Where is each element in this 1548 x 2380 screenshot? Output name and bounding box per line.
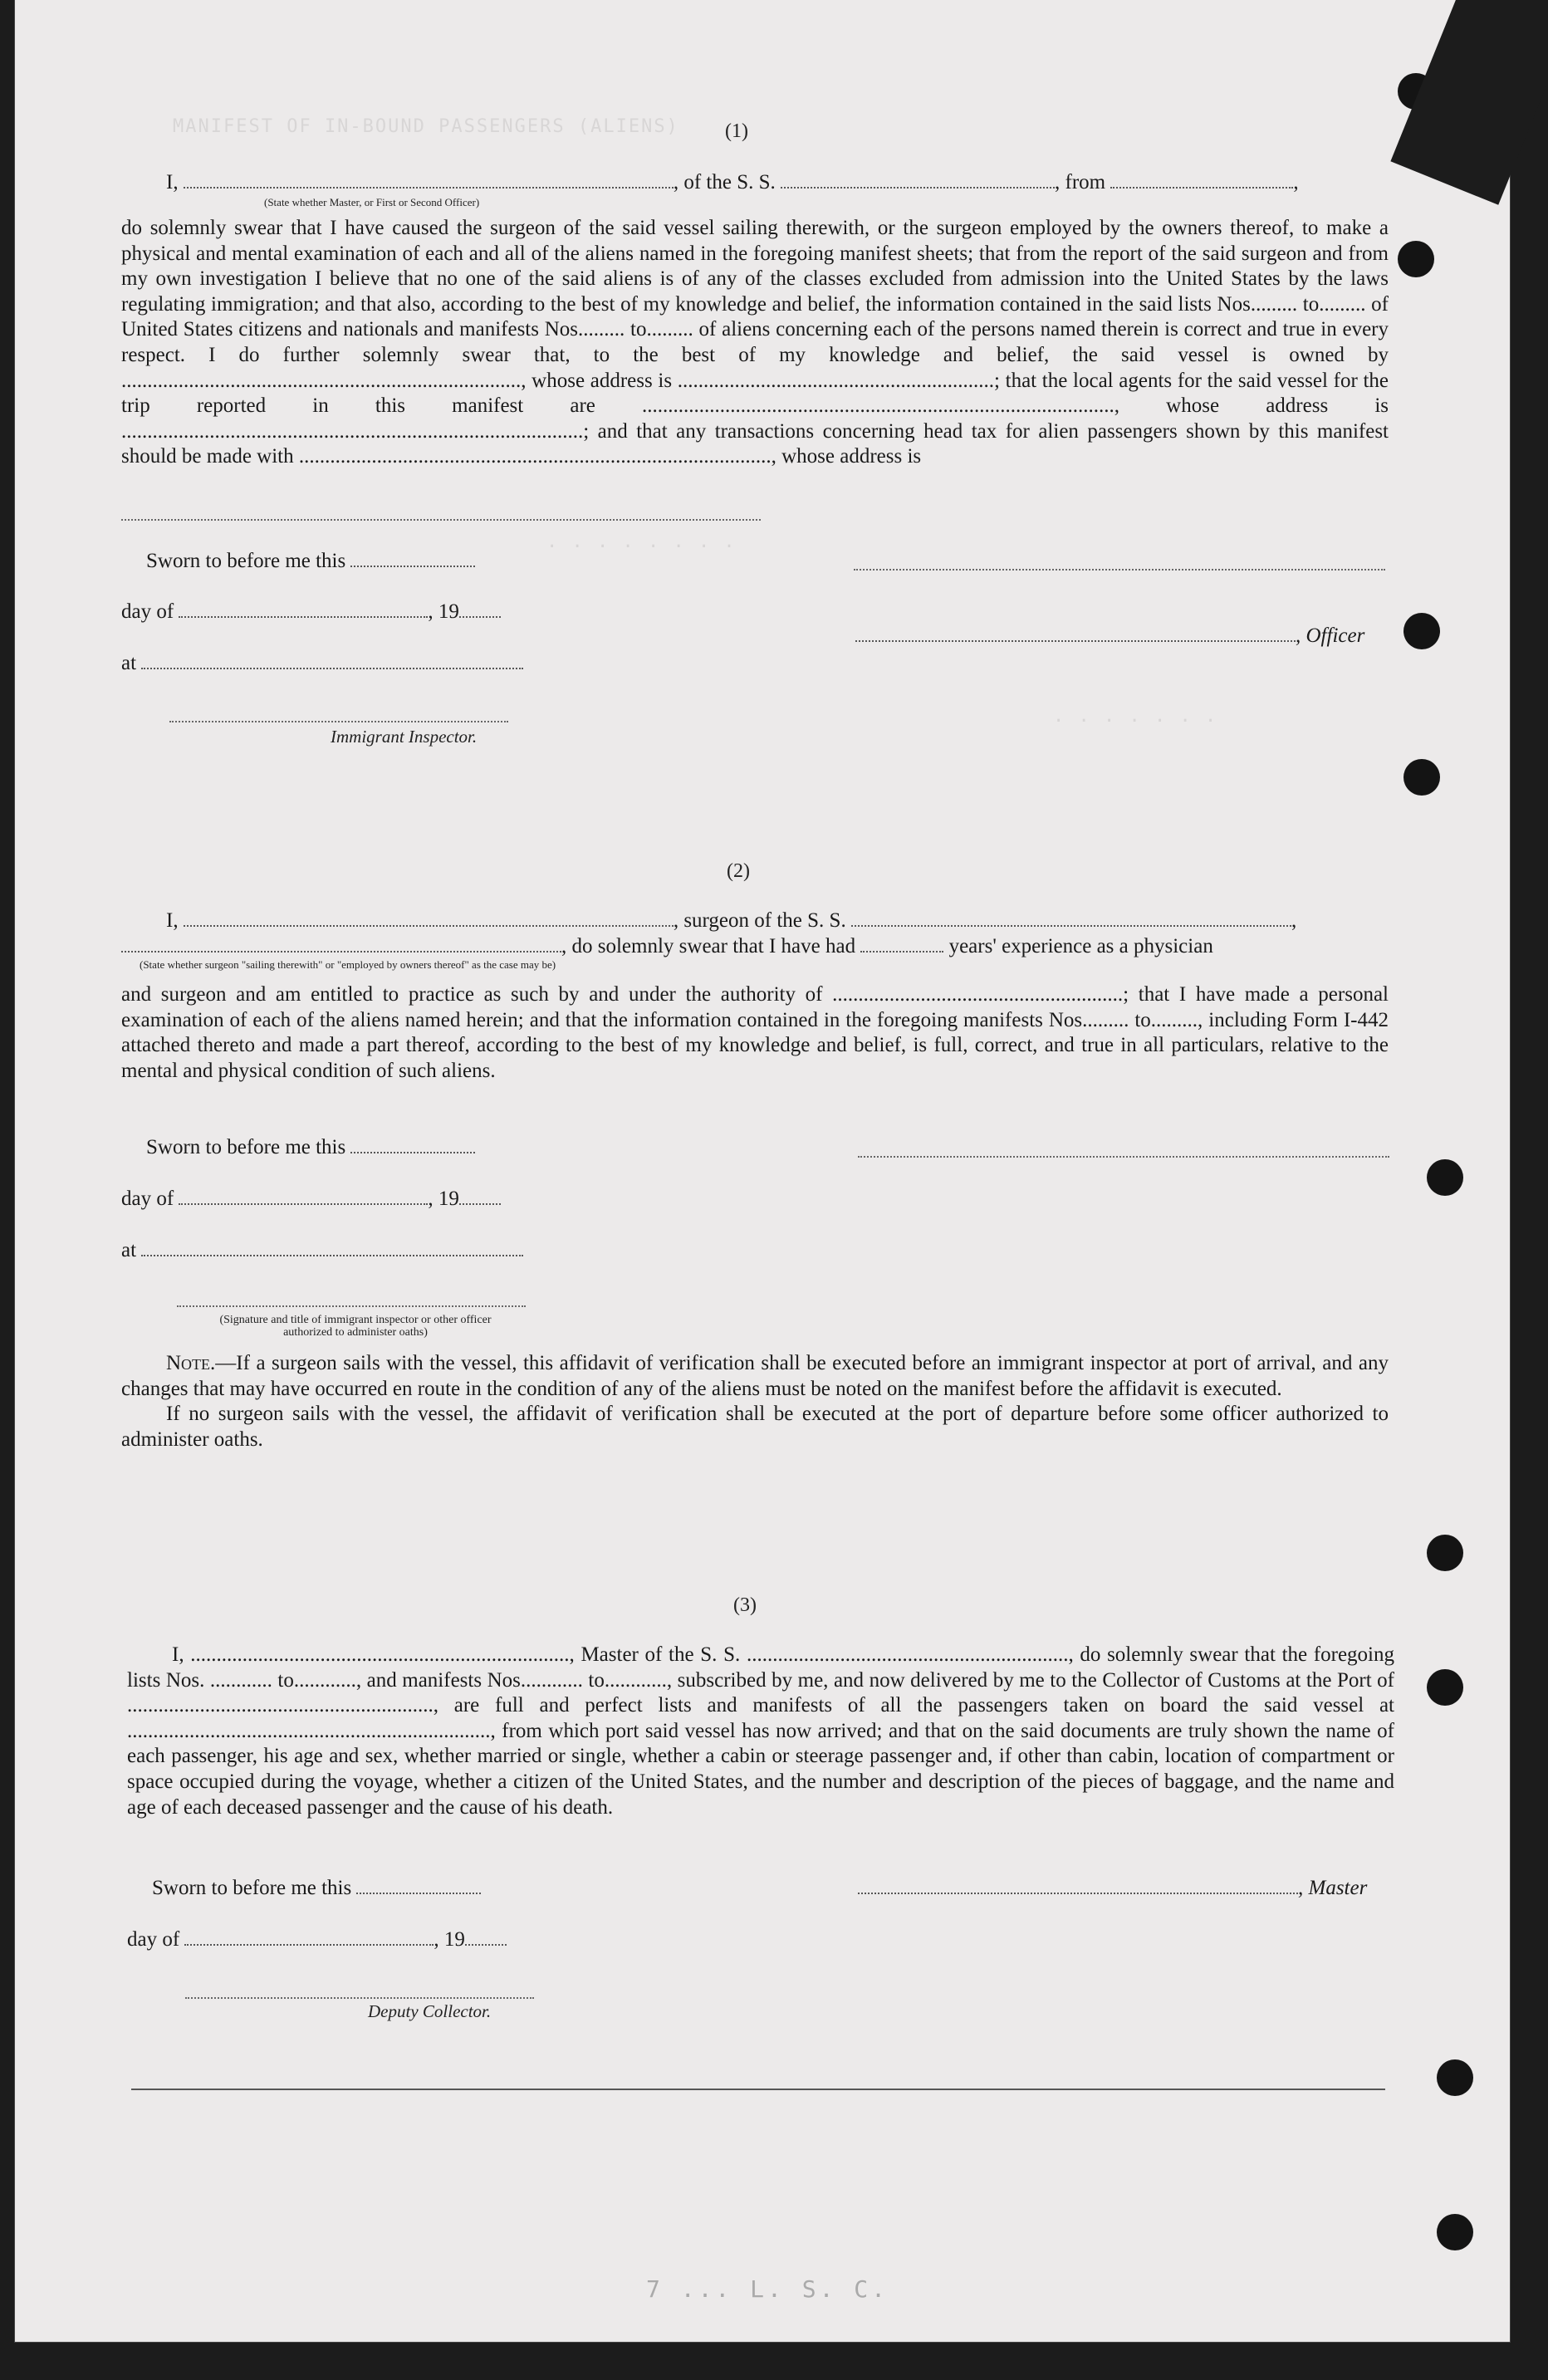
section-1-number: (1) [725, 120, 748, 142]
section-1-body: do solemnly swear that I have caused the surgeon of the said vessel sailing therewith, or the surgeon employed by the owners thereof, to make a physical and mental examination of each and all of the aliens named in the foregoing manifest sheets; that from the report of the said surgeon and from my own investigation I believe that no one of the said aliens is of any of the classes excluded from admission into the United States by the laws regulating immigration; and that also, according to the best of my knowledge and belief, the information contained in the said lists Nos......... to......... of United States citizens and nationals and manifests Nos......... to......... of aliens concerning each of the persons named therein is correct and true in every respect. I do further solemnly swear that, to the best of my knowledge and belief, the said vessel is owned by ............................................................................., whose address is .............................................................; that the local agents for the said vessel for the trip reported in this manifest are ..........................................................................................., whose address is .........................................................................................; and that any transactions concerning head tax for alien passengers shown by this manifest should be made with ..........................................................................................., whose address is [121, 217, 1389, 468]
bleed-through-text: . . . . . . . [1053, 706, 1218, 727]
punch-hole [1398, 241, 1434, 277]
address-line [121, 519, 761, 521]
master-declaration-line: I, , of the S. S. , from , [166, 171, 1299, 193]
sworn-line-1: Sworn to before me this [146, 550, 475, 573]
sworn-line-3: Sworn to before me this [152, 1877, 481, 1900]
note-block [121, 1351, 1389, 1452]
punch-hole [1403, 759, 1440, 796]
section-2-number: (2) [727, 860, 750, 882]
inspector-sig-line [169, 721, 508, 722]
footer-stamp: 7 ... L. S. C. [646, 2275, 889, 2303]
surgeon-swear-line: , do solemnly swear that I have had years' experience as a physician [121, 935, 1213, 958]
punch-hole [1427, 1669, 1463, 1706]
note-text-2: If no surgeon sails with the vessel, the affidavit of verification shall be executed at the port of departure before some officer authorized to administer oaths. [121, 1403, 1389, 1451]
punch-hole [1437, 2214, 1473, 2250]
section-3-number: (3) [733, 1594, 757, 1616]
inspector-caption: Immigrant Inspector. [331, 727, 478, 747]
surgeon-caption: (State whether surgeon "sailing therewith" or "employed by owners thereof" as the case may be) [140, 958, 556, 971]
punch-hole [1427, 1159, 1463, 1196]
day-of-line-3: day of , 19 [127, 1928, 507, 1952]
master-sig-line: , Master [858, 1877, 1367, 1900]
punch-hole [1427, 1535, 1463, 1571]
signature-line-2 [858, 1156, 1389, 1158]
document-page [15, 0, 1510, 2342]
master-caption: (State whether Master, or First or Second Officer) [264, 196, 480, 208]
inspector-sig-line-2 [177, 1305, 526, 1307]
bleed-through-text: MANIFEST OF IN-BOUND PASSENGERS (ALIENS) [173, 116, 679, 137]
officer-line: , Officer [855, 624, 1364, 648]
signature-caption: (Signature and title of immigrant inspector or other officer authorized to administer oaths) [219, 1314, 492, 1339]
section-2-body: and surgeon and am entitled to practice as such by and under the authority of ........................................................; that I have made a personal examination of each of the aliens named herein; and that the information contained in the foregoing manifests Nos......... to........., including Form I-442 attached thereto and made a part thereof, according to the best of my knowledge and belief, is full, correct, and true in all particulars, relative to the mental and physical condition of such aliens. [121, 983, 1389, 1082]
punch-hole [1398, 73, 1434, 110]
note-text: —If a surgeon sails with the vessel, this affidavit of verification shall be executed before an immigrant inspector at port of arrival, and any changes that may have occurred en route in the condition of any of the aliens must be noted on the manifest before the affidavit is executed. [121, 1352, 1389, 1400]
at-line-2: at [121, 1239, 523, 1262]
punch-hole [1437, 2059, 1473, 2096]
bottom-rule [131, 2089, 1385, 2090]
signature-line-1 [854, 569, 1385, 571]
deputy-caption: Deputy Collector. [368, 2001, 492, 2021]
day-of-line-1: day of , 19 [121, 600, 501, 624]
section-3-body: I, ........................................................................., Master of the S. S. .............................................................., do solemnly swear that the foregoing lists Nos. ............ to............, and manifests Nos............ to............, subscribed by me, and now delivered by me to the Collector of Customs at the Port of ..........................................................., are full and perfect lists and manifests of all the passengers taken on board the said vessel at ......................................................................, from which port said vessel has now arrived; and that on the said documents are truly shown the name of each passenger, his age and sex, whether married or single, whether a cabin or steerage passenger and, if other than cabin, location of compartment or space occupied during the voyage, whether a citizen of the United States, and the number and description of the pieces of baggage, and the name and age of each deceased passenger and the cause of his death. [127, 1643, 1394, 1819]
surgeon-line: I, , surgeon of the S. S. , [166, 909, 1297, 932]
day-of-line-2: day of , 19 [121, 1188, 501, 1211]
note-label: Note. [166, 1352, 216, 1374]
sworn-line-2: Sworn to before me this [146, 1136, 475, 1159]
punch-hole [1403, 613, 1440, 649]
deputy-sig-line [185, 1997, 534, 1999]
bleed-through-text: . . . . . . . . [546, 531, 737, 552]
at-line-1: at [121, 652, 523, 675]
